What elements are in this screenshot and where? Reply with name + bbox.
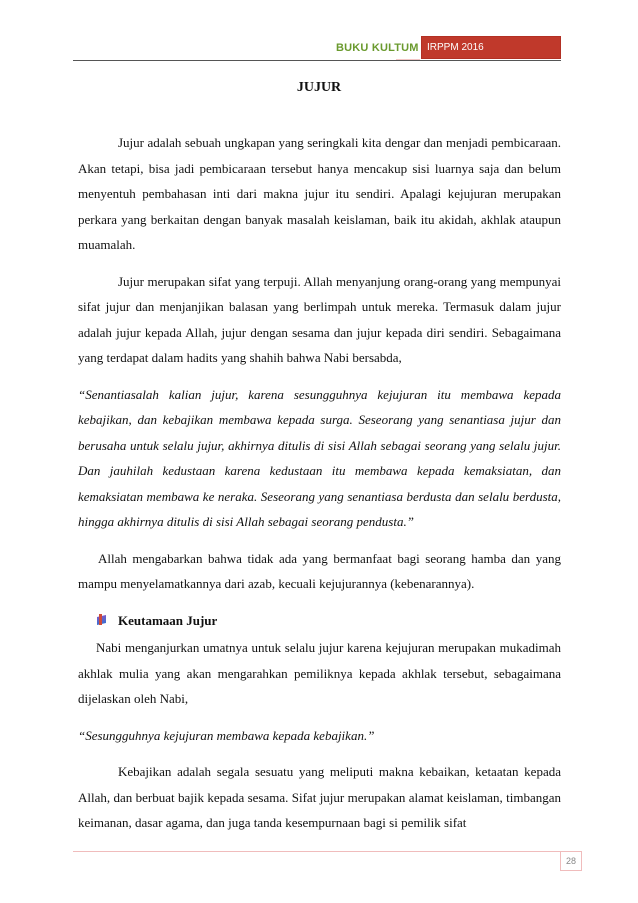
header-divider [73, 60, 561, 61]
section-heading [96, 608, 561, 634]
paragraph-intro: Jujur adalah sebuah ungkapan yang seringkali kita dengar dan menjadi pembicaraan. Akan tetapi, bisa jadi pembicaraan tersebut hanya mencakup sisi luarnya saja dan belum menyentuh pembahasan inti dari makna jujur itu sendiri. Apalagi kejujuran merupakan perkara yang berkaitan dengan banyak masalah keislaman, baik itu akidah, akhlak ataupun muamalah. [78, 135, 561, 252]
paragraph-praise: Jujur merupakan sifat yang terpuji. Allah menyanjung orang-orang yang mempunyai sifat jujur dan menjanjikan balasan yang berlimpah untuk mereka. Termasuk dalam jujur adalah jujur kepada Allah, jujur dengan sesama dan jujur kepada diri sendiri. Sebagaimana yang terdapat dalam hadits yang shahih bahwa Nabi bersabda, [78, 273, 561, 365]
header-book-title: BUKU KULTUM [336, 42, 419, 54]
section-heading-text: Keutamaan Jujur [118, 612, 218, 628]
paragraph-virtue: Kebajikan adalah segala sesuatu yang meliputi makna kebaikan, ketaatan kepada Allah, dan berbuat bajik kepada sesama. Sifat jujur merupakan alamat keislaman, timbangan keimanan, dasar agama, dan juga tanda kesempurnaan bagi si pemilik sifat [78, 764, 561, 830]
bullet-icon [96, 614, 108, 626]
document-body [78, 130, 561, 847]
short-quote: “Sesungguhnya kejujuran membawa kepada kebajikan.” [78, 727, 375, 743]
hadith-quote: “Senantiasalah kalian jujur, karena sesungguhnya kejujuran itu membawa kepada kebajikan, dan kebajikan membawa kepada surga. Seseorang yang senantiasa jujur dan berusaha untuk selalu jujur, akhirnya ditulis di sisi Allah sebagai seorang yang selalu jujur. Dan jauhilah kedustaan karena kedustaan itu membawa kepada kemaksiatan, dan kemaksiatan membawa ke neraka. Seseorang yang senantiasa berdusta dan selalu berdusta, hingga akhirnya ditulis di sisi Allah sebagai seorang pendusta.” [78, 386, 561, 529]
page-title: JUJUR [296, 80, 342, 95]
header-tag: IRPPM 2016 [421, 36, 561, 59]
footer-divider [73, 851, 560, 852]
page-number: 28 [560, 851, 582, 871]
paragraph-encourage: Nabi menganjurkan umatnya untuk selalu jujur karena kejujuran merupakan mukadimah akhlak mulia yang akan mengarahkan pemiliknya kepada akhlak tersebut, sebagaimana dijelaskan oleh Nabi, [78, 640, 561, 706]
paragraph-benefit: Allah mengabarkan bahwa tidak ada yang bermanfaat bagi seorang hamba dan yang mampu menyelamatkannya dari azab, kecuali kejujurannya (kebenarannya). [78, 550, 561, 591]
